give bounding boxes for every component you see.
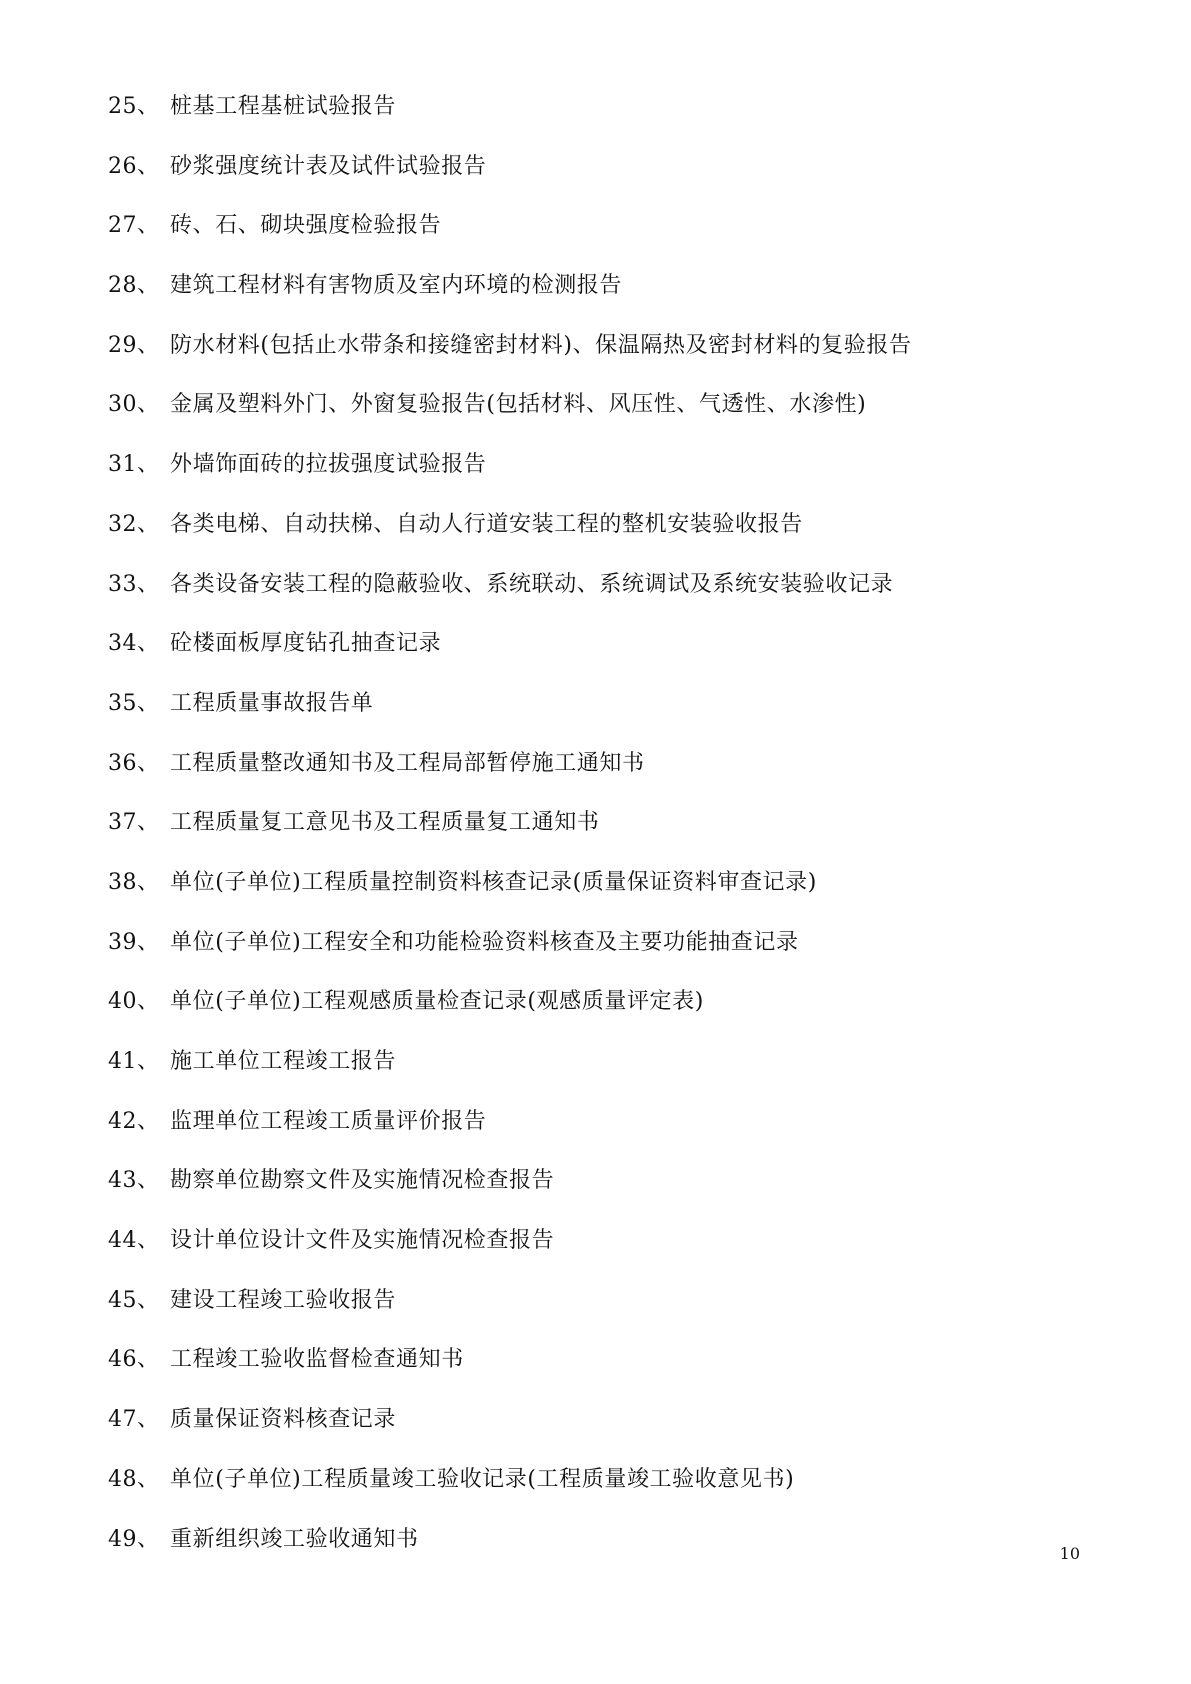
list-item-number: 28、 bbox=[108, 273, 160, 299]
list-item bbox=[108, 928, 1088, 988]
list-item-text: 金属及塑料外门、外窗复验报告(包括材料、风压性、气透性、水渗性) bbox=[170, 392, 867, 418]
list-item bbox=[108, 808, 1088, 868]
list-item-text: 单位(子单位)工程观感质量检查记录(观感质量评定表) bbox=[170, 989, 704, 1015]
list-item-number: 40、 bbox=[108, 989, 160, 1015]
list-item-text: 建设工程竣工验收报告 bbox=[170, 1287, 397, 1313]
list-item bbox=[108, 570, 1088, 630]
list-item-text: 工程质量整改通知书及工程局部暂停施工通知书 bbox=[170, 750, 645, 776]
list-item-number: 38、 bbox=[108, 869, 160, 895]
list-item-text: 工程质量复工意见书及工程质量复工通知书 bbox=[170, 810, 600, 836]
list-item-number: 31、 bbox=[108, 452, 160, 478]
list-item-number: 29、 bbox=[108, 332, 160, 358]
list-item-text: 重新组织竣工验收通知书 bbox=[170, 1526, 419, 1552]
list-item-number: 30、 bbox=[108, 392, 160, 418]
list-item-number: 44、 bbox=[108, 1228, 160, 1254]
list-item bbox=[108, 1345, 1088, 1405]
list-item-text: 单位(子单位)工程质量竣工验收记录(工程质量竣工验收意见书) bbox=[170, 1466, 795, 1492]
list-item-text: 防水材料(包括止水带条和接缝密封材料)、保温隔热及密封材料的复验报告 bbox=[170, 332, 912, 358]
list-item-number: 46、 bbox=[108, 1347, 160, 1373]
list-item bbox=[108, 450, 1088, 510]
list-item-number: 37、 bbox=[108, 810, 160, 836]
list-item-text: 工程竣工验收监督检查通知书 bbox=[170, 1347, 464, 1373]
list-item-text: 施工单位工程竣工报告 bbox=[170, 1049, 397, 1074]
list-item-number: 49、 bbox=[108, 1526, 160, 1552]
list-item-text: 工程质量事故报告单 bbox=[170, 690, 374, 716]
list-item bbox=[108, 1047, 1088, 1107]
list-item-text: 桩基工程基桩试验报告 bbox=[170, 94, 397, 119]
list-item bbox=[108, 749, 1088, 809]
list-item-number: 39、 bbox=[108, 929, 160, 955]
list-item-text: 砖、石、砌块强度检验报告 bbox=[170, 213, 442, 239]
list-item bbox=[108, 629, 1088, 689]
list-item bbox=[108, 1405, 1088, 1465]
list-item-number: 48、 bbox=[108, 1466, 160, 1492]
list-item bbox=[108, 1465, 1088, 1525]
list-item bbox=[108, 1166, 1088, 1226]
list-item bbox=[108, 1525, 1088, 1585]
list-item-number: 33、 bbox=[108, 571, 160, 597]
list-item-number: 41、 bbox=[108, 1049, 160, 1074]
list-item-text: 质量保证资料核查记录 bbox=[170, 1407, 397, 1433]
list-item bbox=[108, 271, 1088, 331]
list-item-text: 建筑工程材料有害物质及室内环境的检测报告 bbox=[170, 273, 623, 299]
list-item-number: 43、 bbox=[108, 1168, 160, 1194]
list-item-text: 砂浆强度统计表及试件试验报告 bbox=[170, 153, 487, 179]
list-item bbox=[108, 331, 1088, 391]
list-item bbox=[108, 987, 1088, 1047]
list-item-number: 32、 bbox=[108, 511, 160, 537]
list-item-number: 26、 bbox=[108, 153, 160, 179]
document-list bbox=[108, 92, 1088, 1584]
list-item-number: 35、 bbox=[108, 690, 160, 716]
list-item-text: 单位(子单位)工程安全和功能检验资料核查及主要功能抽查记录 bbox=[170, 929, 799, 955]
list-item-number: 34、 bbox=[108, 631, 160, 657]
list-item bbox=[108, 152, 1088, 212]
list-item-text: 砼楼面板厚度钻孔抽查记录 bbox=[170, 631, 442, 657]
page-number: 10 bbox=[1059, 1544, 1080, 1563]
list-item-text: 外墙饰面砖的拉拔强度试验报告 bbox=[170, 452, 487, 478]
list-item-number: 36、 bbox=[108, 750, 160, 776]
list-item-number: 25、 bbox=[108, 94, 160, 119]
list-item-text: 勘察单位勘察文件及实施情况检查报告 bbox=[170, 1168, 555, 1194]
list-item bbox=[108, 92, 1088, 152]
list-item bbox=[108, 211, 1088, 271]
list-item-text: 监理单位工程竣工质量评价报告 bbox=[170, 1108, 487, 1134]
list-item-number: 42、 bbox=[108, 1108, 160, 1134]
list-item-number: 47、 bbox=[108, 1407, 160, 1433]
list-item-text: 各类设备安装工程的隐蔽验收、系统联动、系统调试及系统安装验收记录 bbox=[170, 571, 894, 597]
list-item-text: 设计单位设计文件及实施情况检查报告 bbox=[170, 1228, 555, 1254]
list-item bbox=[108, 1107, 1088, 1167]
list-item-text: 单位(子单位)工程质量控制资料核查记录(质量保证资料审查记录) bbox=[170, 869, 817, 895]
list-item-number: 27、 bbox=[108, 213, 160, 239]
list-item-text: 各类电梯、自动扶梯、自动人行道安装工程的整机安装验收报告 bbox=[170, 511, 803, 537]
list-item-number: 45、 bbox=[108, 1287, 160, 1313]
list-item bbox=[108, 689, 1088, 749]
list-item bbox=[108, 390, 1088, 450]
list-item bbox=[108, 868, 1088, 928]
list-item bbox=[108, 1286, 1088, 1346]
list-item bbox=[108, 1226, 1088, 1286]
list-item bbox=[108, 510, 1088, 570]
